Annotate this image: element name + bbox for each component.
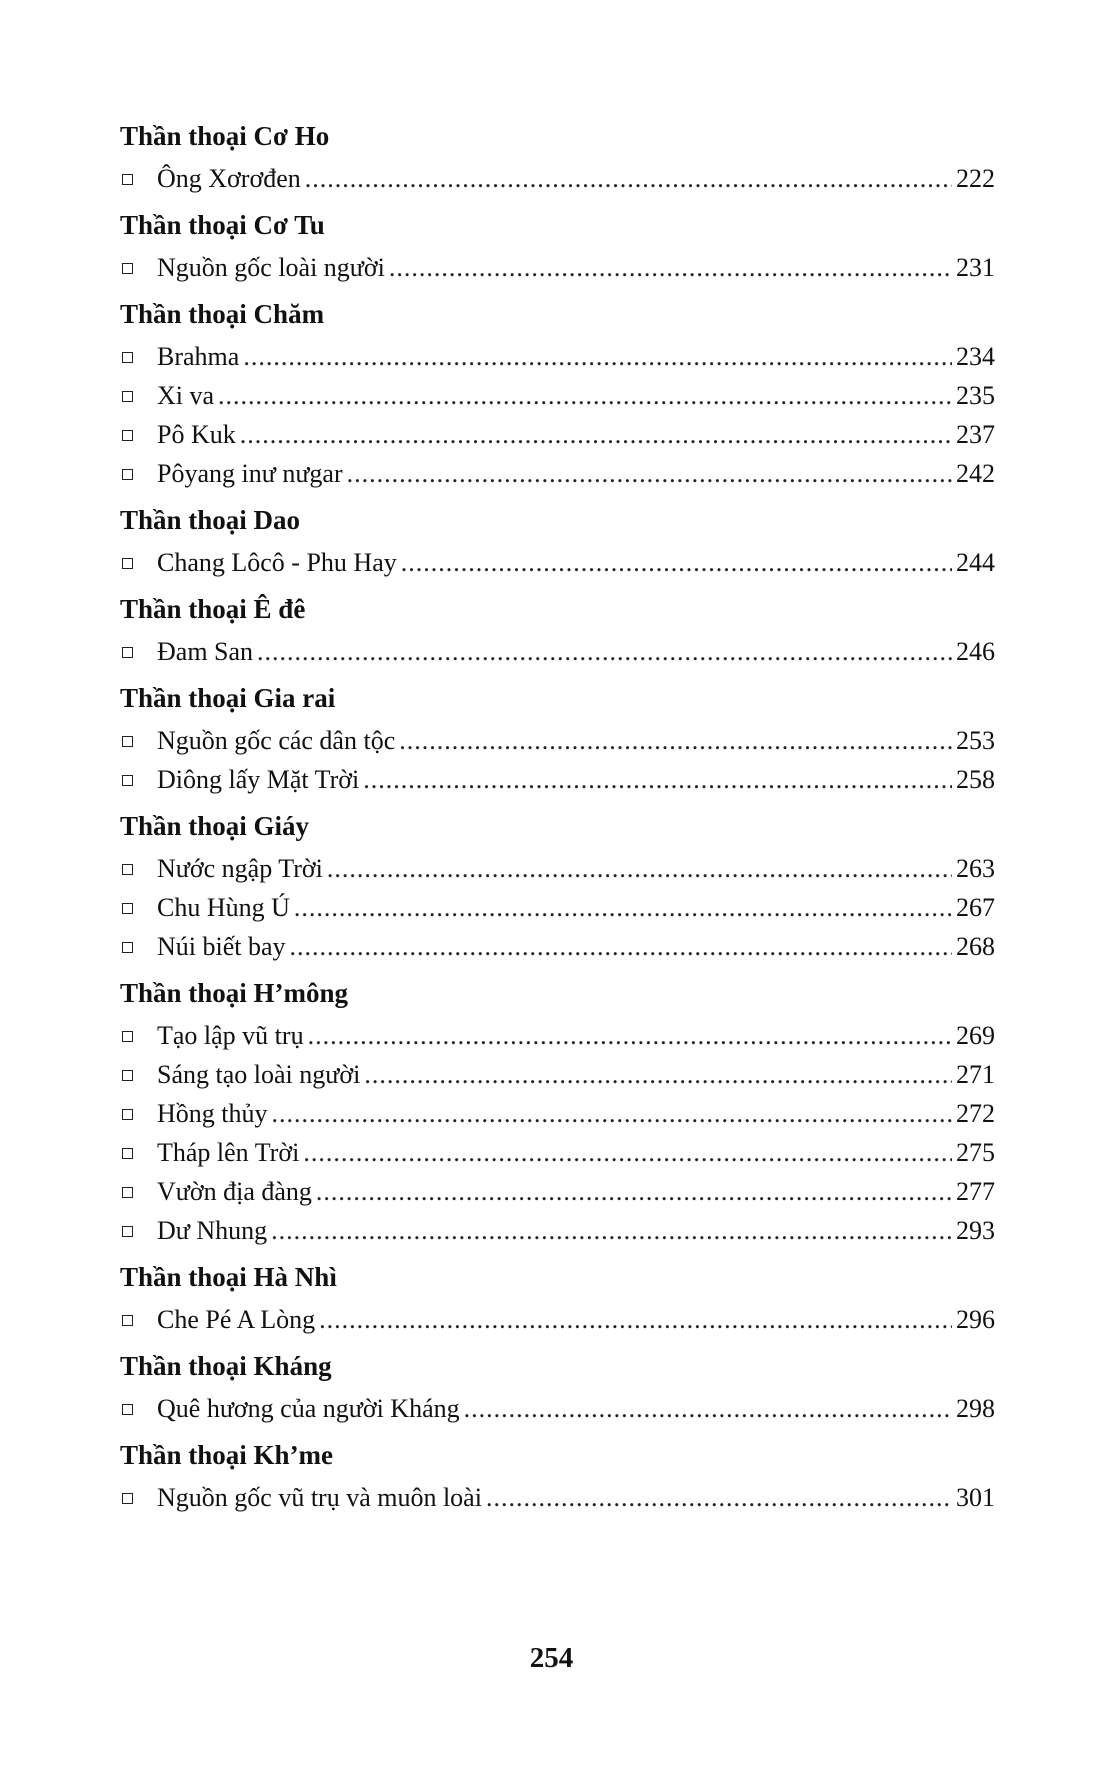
- section-title: Thần thoại Kh’me: [120, 1440, 334, 1470]
- square-bullet-icon: [122, 430, 133, 441]
- section-title: Thần thoại H’mông: [120, 978, 349, 1008]
- toc-entry[interactable]: [120, 1390, 995, 1429]
- dot-leader: [305, 160, 952, 197]
- dot-leader: [303, 1134, 952, 1171]
- entry-page-number: 237: [956, 420, 995, 449]
- entry-page-number: 296: [956, 1305, 995, 1334]
- entry-title: Brahma: [157, 342, 240, 371]
- dot-leader: [290, 928, 952, 965]
- entry-title: Núi biết bay: [157, 932, 286, 961]
- entry-page-number: 244: [956, 548, 995, 577]
- section-title: Thần thoại Chăm: [120, 299, 325, 329]
- section-title: Thần thoại Cơ Ho: [120, 121, 330, 151]
- square-bullet-icon: [122, 558, 133, 569]
- square-bullet-icon: [122, 1493, 133, 1504]
- section-title: Thần thoại Ê đê: [120, 594, 306, 624]
- entry-page-number: 268: [956, 932, 995, 961]
- entry-title: Vườn địa đàng: [157, 1177, 312, 1206]
- entry-title: Ông Xơrơđen: [157, 164, 301, 193]
- entry-page-number: 267: [956, 893, 995, 922]
- entry-page-number: 253: [956, 726, 995, 755]
- section-title: Thần thoại Kháng: [120, 1351, 332, 1381]
- entry-title: Nguồn gốc loài người: [157, 253, 385, 282]
- entry-title: Nguồn gốc vũ trụ và muôn loài: [157, 1483, 482, 1512]
- entry-page-number: 231: [956, 253, 995, 282]
- toc-entry[interactable]: [120, 377, 995, 416]
- entry-title: Chang Lôcô - Phu Hay: [157, 548, 397, 577]
- entry-page-number: 258: [956, 765, 995, 794]
- entry-page-number: 242: [956, 459, 995, 488]
- entry-title: Xi va: [157, 381, 215, 410]
- dot-leader: [308, 1017, 952, 1054]
- square-bullet-icon: [122, 1031, 133, 1042]
- toc-entry[interactable]: [120, 1095, 995, 1134]
- toc-entry[interactable]: [120, 1056, 995, 1095]
- entry-page-number: 298: [956, 1394, 995, 1423]
- square-bullet-icon: [122, 775, 133, 786]
- dot-leader: [294, 889, 952, 926]
- square-bullet-icon: [122, 864, 133, 875]
- toc-entry[interactable]: [120, 1301, 995, 1340]
- square-bullet-icon: [122, 736, 133, 747]
- entry-page-number: 301: [956, 1483, 995, 1512]
- toc-entry[interactable]: [120, 416, 995, 455]
- toc-entry[interactable]: [120, 889, 995, 928]
- dot-leader: [272, 1095, 953, 1132]
- dot-leader: [257, 633, 952, 670]
- dot-leader: [399, 722, 952, 759]
- dot-leader: [347, 455, 952, 492]
- entry-page-number: 263: [956, 854, 995, 883]
- page-number-footer: 254: [529, 1642, 574, 1674]
- entry-title: Sáng tạo loài người: [157, 1060, 361, 1089]
- section-title: Thần thoại Dao: [120, 505, 301, 535]
- toc-entry[interactable]: [120, 1212, 995, 1251]
- toc-entry[interactable]: [120, 850, 995, 889]
- square-bullet-icon: [122, 174, 133, 185]
- square-bullet-icon: [122, 391, 133, 402]
- square-bullet-icon: [122, 1315, 133, 1326]
- square-bullet-icon: [122, 352, 133, 363]
- entry-page-number: 222: [956, 164, 995, 193]
- entry-title: Tạo lập vũ trụ: [157, 1021, 304, 1050]
- dot-leader: [363, 761, 952, 798]
- entry-page-number: 269: [956, 1021, 995, 1050]
- dot-leader: [319, 1301, 952, 1338]
- dot-leader: [271, 1212, 952, 1249]
- entry-page-number: 272: [956, 1099, 995, 1128]
- entry-title: Nguồn gốc các dân tộc: [157, 726, 396, 755]
- section-title: Thần thoại Cơ Tu: [120, 210, 325, 240]
- square-bullet-icon: [122, 647, 133, 658]
- dot-leader: [464, 1390, 952, 1427]
- entry-page-number: 246: [956, 637, 995, 666]
- entry-page-number: 275: [956, 1138, 995, 1167]
- entry-title: Tháp lên Trời: [157, 1138, 300, 1167]
- toc-entry[interactable]: [120, 1479, 995, 1518]
- square-bullet-icon: [122, 263, 133, 274]
- entry-title: Dư Nhung: [157, 1216, 268, 1245]
- dot-leader: [218, 377, 952, 414]
- entry-title: Quê hương của người Kháng: [157, 1394, 460, 1423]
- entry-title: Chu Hùng Ú: [157, 893, 290, 922]
- entry-page-number: 293: [956, 1216, 995, 1245]
- entry-title: Đam San: [157, 637, 254, 666]
- section-title: Thần thoại Hà Nhì: [120, 1262, 337, 1292]
- dot-leader: [327, 850, 952, 887]
- entry-page-number: 271: [956, 1060, 995, 1089]
- square-bullet-icon: [122, 1148, 133, 1159]
- toc-entry[interactable]: [120, 249, 995, 288]
- square-bullet-icon: [122, 1226, 133, 1237]
- toc-entry[interactable]: [120, 1017, 995, 1056]
- entry-title: Che Pé A Lòng: [157, 1305, 316, 1334]
- section-title: Thần thoại Giáy: [120, 811, 310, 841]
- toc-entry[interactable]: [120, 160, 995, 199]
- square-bullet-icon: [122, 903, 133, 914]
- dot-leader: [486, 1479, 952, 1516]
- entry-title: Diông lấy Mặt Trời: [157, 765, 360, 794]
- dot-leader: [240, 416, 952, 453]
- toc-entry[interactable]: [120, 1134, 995, 1173]
- dot-leader: [389, 249, 952, 286]
- square-bullet-icon: [122, 1187, 133, 1198]
- table-of-contents: [120, 118, 995, 1518]
- section-title: Thần thoại Gia rai: [120, 683, 336, 713]
- square-bullet-icon: [122, 469, 133, 480]
- entry-page-number: 235: [956, 381, 995, 410]
- toc-entry[interactable]: [120, 338, 995, 377]
- entry-title: Hồng thủy: [157, 1099, 268, 1128]
- toc-entry[interactable]: [120, 544, 995, 583]
- entry-page-number: 234: [956, 342, 995, 371]
- dot-leader: [364, 1056, 952, 1093]
- toc-entry[interactable]: [120, 633, 995, 672]
- toc-entry[interactable]: [120, 1173, 995, 1212]
- entry-page-number: 277: [956, 1177, 995, 1206]
- entry-title: Pô Kuk: [157, 420, 236, 449]
- dot-leader: [243, 338, 952, 375]
- dot-leader: [316, 1173, 952, 1210]
- entry-title: Nước ngập Trời: [157, 854, 323, 883]
- toc-entry[interactable]: [120, 761, 995, 800]
- square-bullet-icon: [122, 1404, 133, 1415]
- toc-entry[interactable]: [120, 455, 995, 494]
- square-bullet-icon: [122, 942, 133, 953]
- entry-title: Pôyang inư nưgar: [157, 459, 343, 488]
- toc-entry[interactable]: [120, 722, 995, 761]
- square-bullet-icon: [122, 1070, 133, 1081]
- toc-entry[interactable]: [120, 928, 995, 967]
- dot-leader: [401, 544, 952, 581]
- square-bullet-icon: [122, 1109, 133, 1120]
